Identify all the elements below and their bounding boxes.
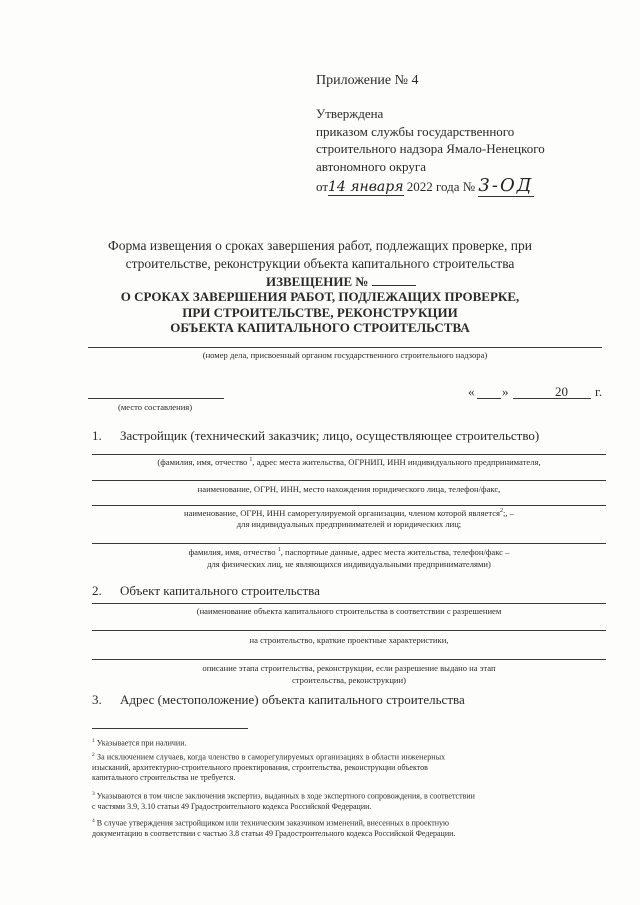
developer-caption-4c: для физических лиц, не являющихся индивидуальными предпринимателями) <box>207 559 491 569</box>
case-number-caption: (номер дела, присвоенный органом государственного строительного надзора) <box>202 350 488 360</box>
developer-field-1 <box>92 454 606 455</box>
object-caption-3: описание этапа строительства, реконструкции, если разрешение выдано на этап <box>202 663 496 673</box>
approval-line-2: приказом службы государственного <box>316 124 515 139</box>
notice-heading-line-4: ОБЪЕКТА КАПИТАЛЬНОГО СТРОИТЕЛЬСТВА <box>170 320 470 335</box>
form-title-line-1: Форма извещения о сроках завершения работ, подлежащих проверке, при <box>108 238 532 253</box>
footnote-3 <box>92 791 475 811</box>
developer-field-3 <box>92 505 606 506</box>
developer-caption-1b: , адрес места жительства, ОГРНИП, ИНН индивидуального предпринимателя, <box>252 457 541 467</box>
developer-caption-4a: фамилия, имя, отчество <box>188 547 276 557</box>
footnote-1-number: 1 <box>92 738 95 744</box>
developer-caption-4 <box>92 547 606 557</box>
date-year-prefix: 20 <box>555 384 568 399</box>
notice-heading-number <box>266 274 416 290</box>
footnote-2-line-2: изысканий, архитектурно-строительного проектирования, строительства, реконструкции объектов <box>92 762 428 772</box>
footnote-4-line-2: документацию в соответствии с частью 3.8 статьи 49 Градостроительного кодекса Российской Федерации. <box>92 828 456 838</box>
date-open-quote: « <box>468 384 475 399</box>
place-field <box>88 398 224 399</box>
section-1-number: 1. <box>92 428 102 443</box>
footnote-3-number: 3 <box>92 791 95 797</box>
section-3-title: Адрес (местоположение) объекта капитального строительства <box>120 692 465 707</box>
footnote-2-line-1: За исключением случаев, когда членство в саморегулируемых организациях в области инженерных <box>96 752 446 762</box>
developer-field-2 <box>92 480 606 481</box>
handwritten-order-number: 3-ОД <box>478 175 534 196</box>
appendix-label: Приложение № 4 <box>316 73 419 88</box>
notice-heading-line-3: ПРИ СТРОИТЕЛЬСТВЕ, РЕКОНСТРУКЦИИ <box>182 305 458 320</box>
footnote-3-line-1: Указываются в том числе заключения экспертиз, выданных в ходе экспертного сопровождения, в соответствии <box>96 791 475 801</box>
case-number-field <box>88 347 602 348</box>
footnote-4 <box>92 818 455 838</box>
developer-caption-1a: (фамилия, имя, отчество <box>157 457 248 467</box>
place-caption: (место составления) <box>118 402 193 412</box>
object-caption-1: (наименование объекта капитального строительства в соответствии с разрешением <box>196 606 502 616</box>
date-year-suffix: г. <box>595 384 603 399</box>
footnote-ref-1: 1 <box>249 457 253 464</box>
footnote-2-line-3: капитального строительства не требуется. <box>92 772 236 782</box>
notice-heading-line-2: О СРОКАХ ЗАВЕРШЕНИЯ РАБОТ, ПОДЛЕЖАЩИХ ПРОВЕРКЕ, <box>120 289 520 304</box>
approval-from-prefix: от <box>316 179 329 194</box>
form-title-line-2: строительстве, реконструкции объекта капитального строительства <box>125 256 515 271</box>
developer-caption-3a: наименование, ОГРН, ИНН саморегулируемой организации, членом которой является <box>184 508 500 518</box>
footnote-1 <box>92 738 186 748</box>
approval-line-1: Утверждена <box>316 106 384 121</box>
approval-line-4: автономного округа <box>316 159 426 174</box>
date-year-field <box>571 398 588 399</box>
date-close-quote: » <box>502 384 509 399</box>
footnote-4-line-1: В случае утверждения застройщиком или техническим заказчиком изменений, внесенных в проектную <box>96 818 450 828</box>
date-day-field <box>477 398 501 399</box>
developer-caption-3c: для индивидуальных предпринимателей и юридических лиц; <box>236 519 462 529</box>
footnote-separator <box>92 728 248 729</box>
developer-caption-4b: , паспортные данные, адрес места жительства, телефон/факс – <box>280 547 510 557</box>
footnote-2 <box>92 752 606 782</box>
handwritten-date: 14 января <box>328 179 404 195</box>
notice-number-label: ИЗВЕЩЕНИЕ № <box>266 274 369 289</box>
approval-date-line <box>316 175 534 197</box>
section-1-title: Застройщик (технический заказчик; лицо, осуществляющее строительство) <box>120 428 540 443</box>
object-caption-2: на строительство, краткие проектные характеристики, <box>249 635 449 645</box>
footnote-ref-2: 2 <box>500 508 503 515</box>
approval-line-3: строительного надзора Ямало-Ненецкого <box>316 141 545 156</box>
object-field-1 <box>92 603 606 604</box>
object-field-2 <box>92 630 606 631</box>
section-3-number: 3. <box>92 692 102 707</box>
notice-number-blank <box>372 275 416 286</box>
approval-year-text: 2022 года № <box>406 179 476 194</box>
section-2-title: Объект капитального строительства <box>120 583 320 598</box>
footnote-3-line-2: с частями 3.9, 3.10 статьи 49 Градостроительного кодекса Российской Федерации. <box>92 801 372 811</box>
object-caption-4: строительства, реконструкции) <box>291 675 406 685</box>
developer-caption-3b: ;, – <box>503 508 514 518</box>
footnote-2-number: 2 <box>92 752 95 758</box>
footnote-1-text: Указывается при наличии. <box>96 738 187 748</box>
footnote-4-number: 4 <box>92 818 95 824</box>
footnote-ref-1b: 1 <box>277 547 281 554</box>
section-2-number: 2. <box>92 583 102 598</box>
developer-caption-2: наименование, ОГРН, ИНН, место нахождения юридического лица, телефон/факс, <box>197 484 501 494</box>
developer-caption-3 <box>92 508 606 518</box>
developer-field-4 <box>92 543 606 544</box>
developer-caption-1 <box>92 457 606 467</box>
object-field-3 <box>92 659 606 660</box>
